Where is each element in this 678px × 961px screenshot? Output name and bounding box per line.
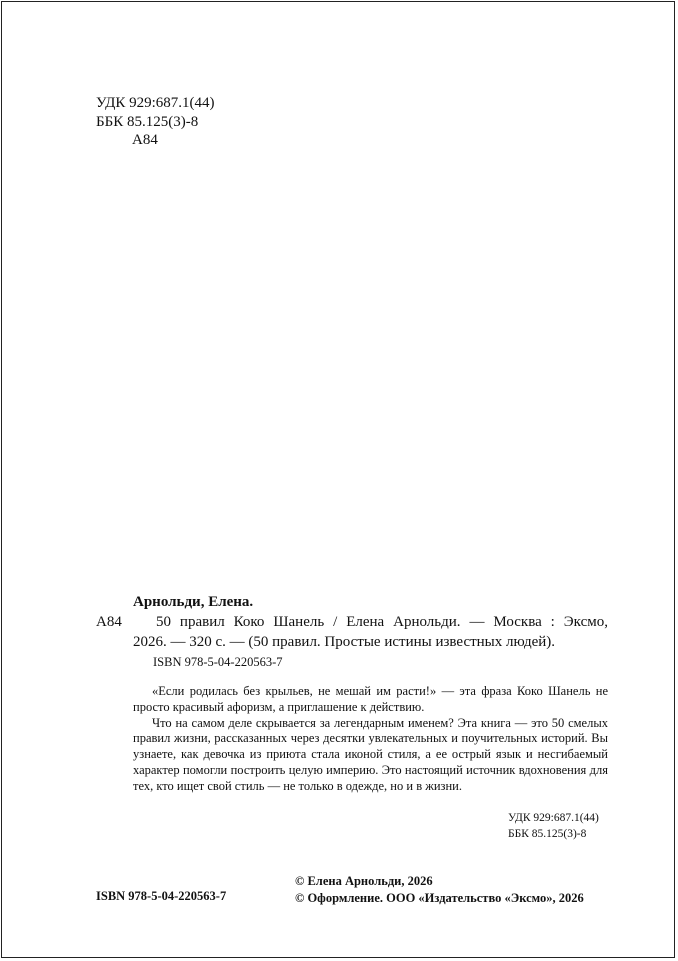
annotation-paragraph-1: «Если родилась без крыльев, не мешай им расти!» — эта фраза Коко Шанель не просто красивый афоризм, а приглашение к действию. bbox=[133, 684, 608, 714]
copyright-author: © Елена Арнольди, 2026 bbox=[295, 874, 433, 888]
copyright-design: © Оформление. ООО «Издательство «Эксмо», 2026 bbox=[295, 891, 584, 905]
bottom-bbk-code: ББК 85.125(3)-8 bbox=[508, 828, 587, 840]
bbk-code: ББК 85.125(3)-8 bbox=[96, 113, 199, 130]
udk-code: УДК 929:687.1(44) bbox=[96, 95, 215, 111]
isbn-line: ISBN 978-5-04-220563-7 bbox=[153, 655, 283, 669]
annotation-paragraph-2: Что на самом деле скрывается за легендарным именем? Эта книга — это 50 смелых правил жизни, рассказанных через десятки увлекательных и поучительных историй. Вы узнаете, как девочка из приюта стала иконой стиля, а ее острый язык и несгибаемый характер помогли построить целую империю. Это настоящий источник вдохновения для тех, кто ищет свой стиль — не только в одежде, но и в жизни. bbox=[133, 715, 608, 793]
bottom-udk-code: УДК 929:687.1(44) bbox=[508, 812, 599, 824]
annotation bbox=[133, 684, 608, 795]
description-line-2: 2026. — 320 с. — (50 правил. Простые истины известных людей). bbox=[133, 634, 555, 650]
author-heading: Арнольди, Елена. bbox=[133, 594, 254, 610]
bottom-classification-codes bbox=[508, 810, 599, 842]
description-line-1: 50 правил Коко Шанель / Елена Арнольди. — Москва : Эксмо, bbox=[156, 614, 608, 630]
side-author-mark: А84 bbox=[96, 614, 122, 630]
author-mark: А84 bbox=[132, 132, 158, 148]
top-classification-codes bbox=[96, 94, 215, 150]
bibliographic-description bbox=[133, 612, 608, 652]
copyright-block bbox=[295, 873, 584, 907]
footer-isbn: ISBN 978-5-04-220563-7 bbox=[96, 889, 227, 903]
